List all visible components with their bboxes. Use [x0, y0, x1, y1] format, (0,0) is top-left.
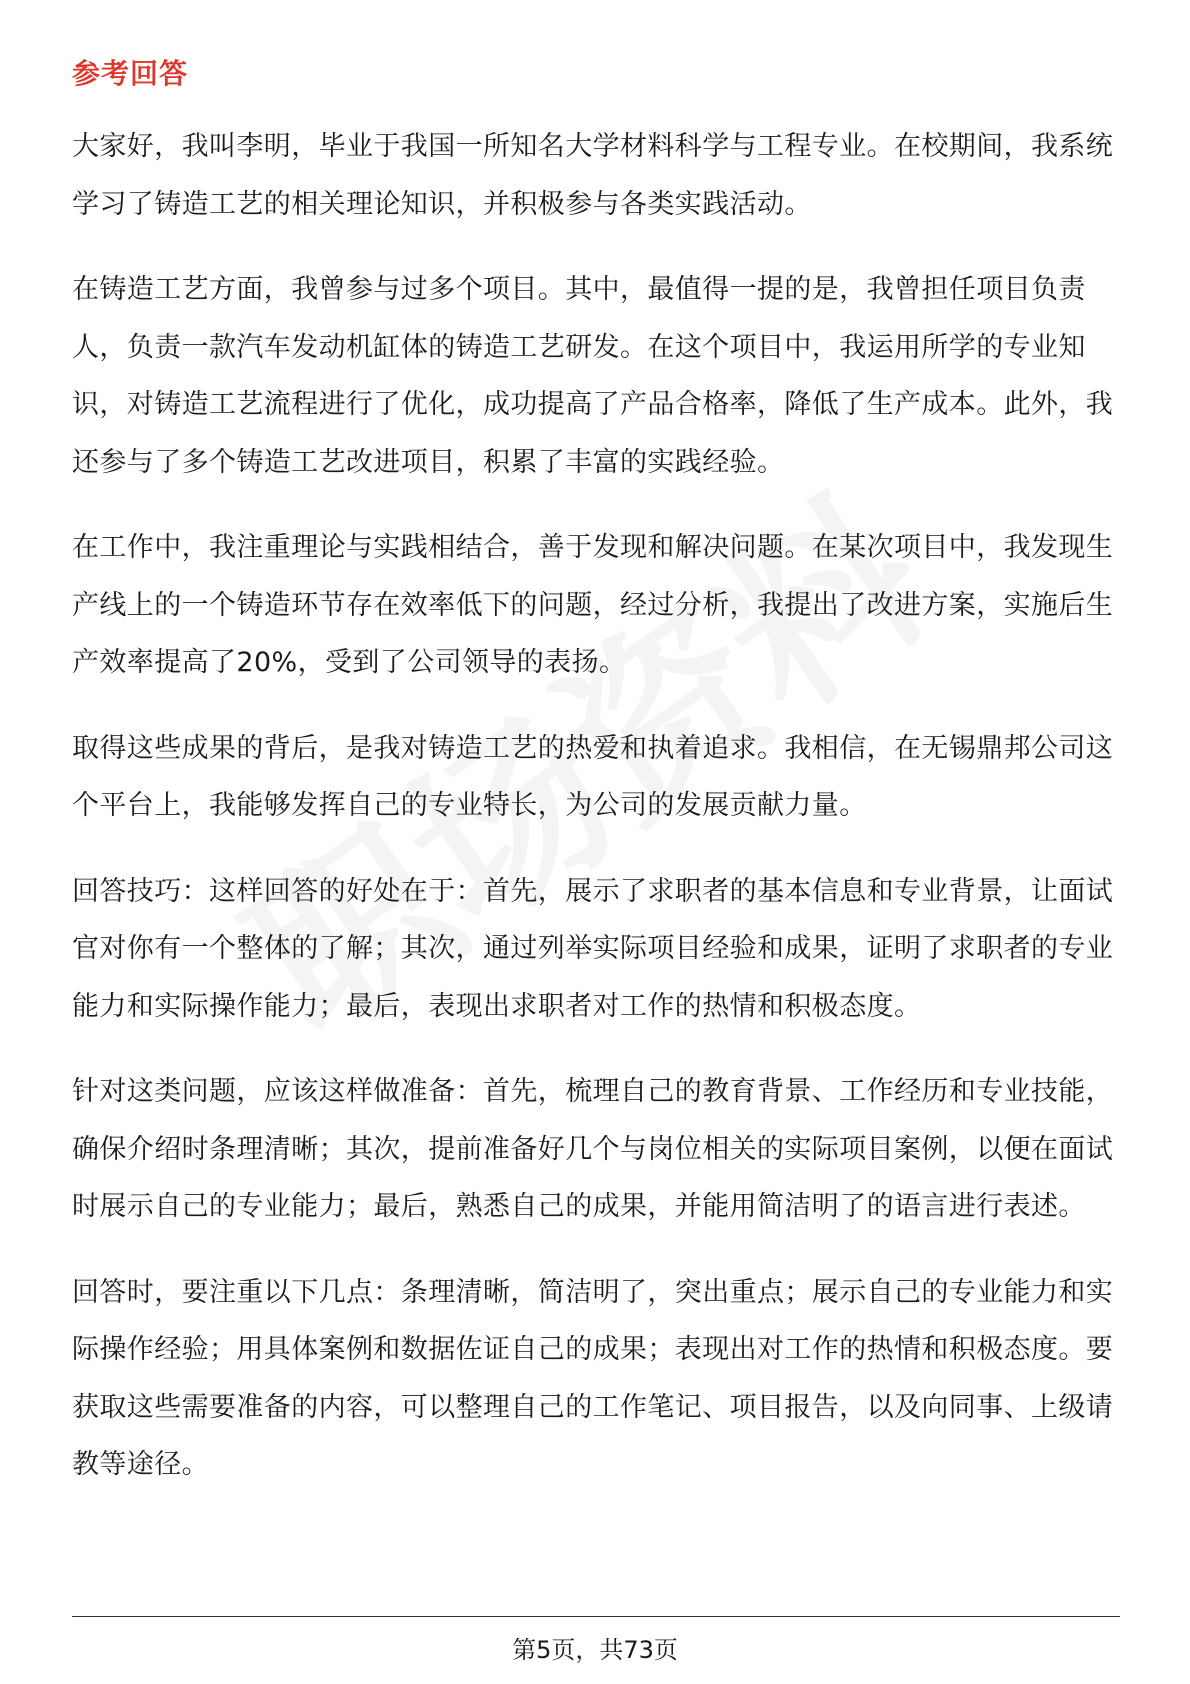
- paragraph-motivation: 取得这些成果的背后，是我对铸造工艺的热爱和执着追求。我相信，在无锡鼎邦公司这个平台上，我能够发挥自己的专业特长，为公司的发展贡献力量。: [72, 732, 1114, 821]
- footer-divider: [72, 1616, 1120, 1617]
- paragraph-answer-tips: 回答技巧：这样回答的好处在于：首先，展示了求职者的基本信息和专业背景，让面试官对你有一个整体的了解；其次，通过列举实际项目经验和成果，证明了求职者的专业能力和实际操作能力；最后，表现出求职者对工作的热情和积极态度。: [72, 875, 1114, 1022]
- section-heading: 参考回答: [72, 57, 189, 90]
- paragraph-work: 在工作中，我注重理论与实践相结合，善于发现和解决问题。在某次项目中，我发现生产线上的一个铸造环节存在效率低下的问题，经过分析，我提出了改进方案，实施后生产效率提高了20%，受到了公司领导的表扬。: [72, 532, 1114, 678]
- paragraph-projects: 在铸造工艺方面，我曾参与过多个项目。其中，最值得一提的是，我曾担任项目负责人，负责一款汽车发动机缸体的铸造工艺研发。在这个项目中，我运用所学的专业知识，对铸造工艺流程进行了优化，成功提高了产品合格率，降低了生产成本。此外，我还参与了多个铸造工艺改进项目，积累了丰富的实践经验。: [72, 274, 1114, 478]
- paragraph-preparation: 针对这类问题，应该这样做准备：首先，梳理自己的教育背景、工作经历和专业技能，确保介绍时条理清晰；其次，提前准备好几个与岗位相关的实际项目案例，以便在面试时展示自己的专业能力；最后，熟悉自己的成果，并能用简洁明了的语言进行表述。: [72, 1076, 1114, 1222]
- paragraph-key-points: 回答时，要注重以下几点：条理清晰，简洁明了，突出重点；展示自己的专业能力和实际操作经验；用具体案例和数据佐证自己的成果；表现出对工作的热情和积极态度。要获取这些需要准备的内容，可以整理自己的工作笔记、项目报告，以及向同事、上级请教等途径。: [72, 1276, 1114, 1480]
- page-number: 第5页，共73页: [512, 1636, 678, 1664]
- paragraph-intro: 大家好，我叫李明，毕业于我国一所知名大学材料科学与工程专业。在校期间，我系统学习了铸造工艺的相关理论知识，并积极参与各类实践活动。: [72, 131, 1114, 220]
- body-text: [72, 118, 1120, 1522]
